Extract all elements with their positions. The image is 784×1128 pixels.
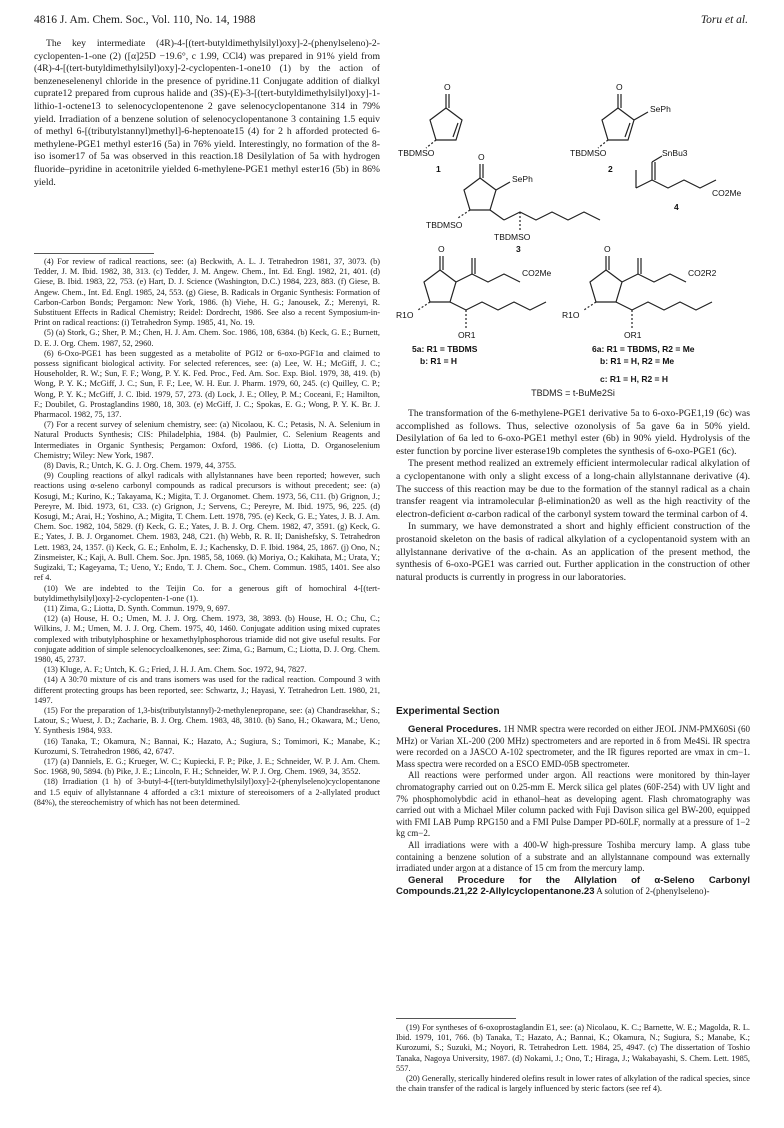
- carbonyl-oxygen: O: [478, 152, 485, 162]
- tbdmso-label: TBDMSO: [570, 148, 607, 158]
- left-body-text: [34, 38, 380, 189]
- or1-label: OR1: [458, 330, 476, 340]
- compound-label-6c: c: R1 = H, R2 = H: [600, 374, 669, 384]
- carbonyl-oxygen: O: [444, 82, 451, 92]
- running-header-left: 4816 J. Am. Chem. Soc., Vol. 110, No. 14, 1988: [34, 14, 256, 26]
- compound-number-2: 2: [608, 164, 613, 174]
- right-footnotes: [396, 1023, 750, 1094]
- footnote: (10) We are indebted to the Teijin Co. for a generous gift of homochiral 4-[(tert-butyldimethylsilyl)oxy]-2-cyclopenten-1-one (1).: [34, 583, 380, 603]
- footnote: (13) Kluge, A. F.; Untch, K. G.; Fried, J. H. J. Am. Chem. Soc. 1972, 94, 7827.: [44, 665, 307, 675]
- structure-2: [598, 94, 648, 148]
- structure-5: [418, 256, 546, 328]
- carbonyl-oxygen: O: [616, 82, 623, 92]
- compound-label-6a: 6a: R1 = TBDMS, R2 = Me: [592, 344, 695, 354]
- tbdms-definition: TBDMS = t-BuMe2Si: [531, 388, 615, 398]
- left-footnotes: [34, 257, 380, 808]
- footnote: (16) Tanaka, T.; Okamura, N.; Bannai, K.; Hazato, A.; Sugiura, S.; Tomimori, K.; Manabe, K.; Kurozumi, S. Tetrahedron 1986, 42, 6747.: [34, 736, 380, 756]
- compound-label-5a: 5a: R1 = TBDMS: [412, 344, 478, 354]
- section-heading: Experimental Section: [396, 706, 500, 717]
- co2me-label: CO2Me: [712, 188, 742, 198]
- paragraph-text: A solution of 2-(phenylseleno)-: [596, 886, 710, 897]
- footnote: (12) (a) House, H. O.; Umen, M. J. J. Org. Chem. 1973, 38, 3893. (b) House, H. O.; Chu, C.; Wilkins, J. M.; Umen, M. J. J. Org. Chem. 1975, 40, 1460. Conjugate addition using mixed cuprates complexed with tributylphosphine or hexamethylphosphorous triamide did not give useful results. For conjugate addition of simple selenocycloalkenones, see: Zima, G.; Barnum, C.; Liotta, D. J. Org. Chem. 1980, 45, 2737.: [34, 614, 380, 664]
- footnote: (17) (a) Danniels, E. G.; Krueger, W. C.; Kupiecki, F. P.; Pike, J. E.; Schneider, W. P. J. Am. Chem. Soc. 1968, 90, 5894. (b) Pike, J. E.; Lincoln, F. H.; Schneider, W. P. J. Org. Chem. 1969, 34, 3552.: [34, 756, 380, 777]
- paragraph: In summary, we have demonstrated a short and highly efficient construction of the prostanoid skeleton on the basis of radical alkylation of a cyclopentanoid system with an allylstannane derivative of the α-chain. As an application of the present method, the synthesis of 6-oxo-PGE1 was carried out. Further application in the construction of other natural products is currently in progress in our laboratories.: [396, 521, 750, 583]
- footnote: (14) A 30:70 mixture of cis and trans isomers was used for the radical reaction. Compound 3 with different protecting groups has been reported, see: Schwartz, J.; Hayasi, Y. Tetrahedron Lett. 1980, 21, 1497.: [34, 675, 380, 705]
- right-body-text: [396, 408, 750, 584]
- structure-4: [636, 156, 716, 188]
- chemical-scheme: [396, 70, 750, 385]
- co2r2-label: CO2R2: [688, 268, 717, 278]
- tbdmso-label: TBDMSO: [398, 148, 435, 158]
- carbonyl-oxygen: O: [604, 244, 611, 254]
- compound-number-4: 4: [674, 202, 679, 212]
- tbdmso-label: TBDMSO: [494, 232, 531, 242]
- footnote: (8) Davis, R.; Untch, K. G. J. Org. Chem. 1979, 44, 3755.: [44, 461, 237, 471]
- carbonyl-oxygen: O: [438, 244, 445, 254]
- structure-6: [584, 256, 712, 328]
- seph-label: SePh: [650, 104, 671, 114]
- compound-label-5b: b: R1 = H: [420, 356, 458, 366]
- footnote: (4) For review of radical reactions, see: (a) Beckwith, A. L. J. Tetrahedron 1981, 37, 3073. (b) Tedder, J. M. Ibid. 1982, 38, 313. (c) Tedder, J. M. Angew. Chem., Int. Ed. Engl. 1982, 21, 401. (d) Giese, B. Ibid. 1983, 22, 753. (e) Hart, D. J. Science (Washington, D.C.) 1984, 223, 883. (f) Giese, B. Angew. Chem., Int. Ed. Engl. 1985, 24, 553. (g) Giese, B. Radicals in Organic Synthesis: Formation of Carbon-Carbon Bonds; Pergamon: New York, 1986. (h) Viehe, H. G.; Janousek, Z.; Merenyi, R. Substituent Effects in Radical Chemistry; Reidel: Dordrecht, 1986. See also a recent Symposium-in-Print on radical reactions: (i) Tetrahedron Symp. 1985, 41, No. 19.: [34, 257, 380, 328]
- seph-label: SePh: [512, 174, 533, 184]
- footnote-rule-left: [34, 253, 154, 254]
- intro-paragraph: The key intermediate (4R)-4-[(tert-butyldimethylsilyl)oxy]-2-(phenylseleno)-2-cyclopenten-1-one (2) ([α]25D −19.6°, c 1.99, CCl4) was prepared in 91% yield from (4R)-4-[(tert-butyldimethylsilyl)oxy]-2-cyclopenten-1-one10 (1) by the action of benzeneselenenyl chloride in the presence of pyridine.11 Conjugate addition of dialkyl cuprate12 prepared from cuprous halide and (3S)-(E)-3-[(tert-butyldimethylsilyl)oxy]-1-lithio-1-octene13 to selenocyclopentenone 2 gave selenocyclopentanone 314 in 79% yield. Irradiation of a benzene solution of selenocyclopentanone 3 containing 1.5 equiv of methyl 6-[(tributylstannyl)methyl]-6-heptenoate15 (4) for 2 h afforded protected 6-methylene-PGE1 methyl ester16 (5a) in 76% yield. Interestingly, no formation of the 8-iso isomer17 of 5a was observed in this reaction.18 Desilylation of 5a with hydrogen fluoride–pyridine in acetonitrile yielded 6-methylene-PGE1 methyl ester16 (5b) in 86% yield.: [34, 38, 380, 188]
- runin-heading: General Procedure for the Allylation of α-Seleno Carbonyl Compounds.21,22 2-Allylcyclopentanone.23: [396, 874, 750, 898]
- paragraph: All reactions were performed under argon. All reactions were monitored by thin-layer chromatography carried out on 0.25-mm E. Merck silica gel plates (60F-254) with UV light and 7% phosphomolybdic acid in ethanol–heat as developing agent. Flash chromatography was carried out with a Michael Miler column packed with Fuji Davison silica gel BW-200, equipped with FMI LAB Pump RPG150 and a FMI Pulse Damper PD-60LF, normally at a pressure of 1−2 kg cm−2.: [396, 770, 750, 839]
- snbu3-label: SnBu3: [662, 148, 688, 158]
- or1-label: OR1: [624, 330, 642, 340]
- compound-number-3: 3: [516, 244, 521, 254]
- footnote: (9) Coupling reactions of alkyl radicals with allylstannanes have been reported; however, such reactions using α-seleno carbonyl compounds as radical precursors is without precedent; see: (a) Kosugi, M.; Kurino, K.; Takayama, K.; Migita, T. J. Organomet. Chem. 1973, 56, C11. (b) Grignon, J.; Pereyre, M. Ibid. 1973, 61, C33. (c) Grignon, J.; Servens, C.; Pereyre, M. Ibid. 1975, 96, 225. (d) Kosugi, M.; Arai, H.; Yoshino, A.; Migita, T. Chem. Lett. 1978, 795. (e) Keck, G. E.; Yates, J. B. J. Am. Chem. Soc. 1982, 104, 5829. (f) Keck, G. E.; Yates, J. B. J. Org. Chem. 1982, 47, 3591. (g) Keck, G. E.; Yates, J. B. J. Organomet. Chem. 1983, 248, C21. (h) Webb, R. R. II; Danishefsky, S. Tetrahedron Lett. 1983, 24, 1357. (i) Keck, G. E.; Enholm, E. J.; Kachensky, D. F. Ibid. 1984, 25, 1867. (j) Ono, N.; Zinsmeister, K.; Kaji, A. Bull. Chem. Soc. Jpn. 1985, 58, 1069. (k) Moriya, O.; Kakihata, M.; Urata, Y.; Sugizaki, T.; Kageyama, T.; Ueno, Y.; Endo, T. J. Chem. Soc., Chem. Commun. 1985, 1401. See also ref 4.: [34, 471, 380, 583]
- footnote: (19) For syntheses of 6-oxoprostaglandin E1, see: (a) Nicolaou, K. C.; Barnette, W. E.; Magolda, R. L. Ibid. 1979, 101, 766. (b) Tanaka, T.; Hazato, A.; Bannai, K.; Okamura, N.; Sugiura, S.; Manabe, K.; Kurozumi, S.; Suzuki, M.; Noyori, R. Tetrahedron Lett. 1984, 25, 4947. (c) The dissertation of Toshio Tanaka, Nagoya University, 1987. (d) Nokami, J.; Ono, T.; Hiraga, J.; Wakabayashi, S. Chem. Lett. 1985, 557.: [396, 1023, 750, 1073]
- r1o-label: R1O: [396, 310, 414, 320]
- co2me-label: CO2Me: [522, 268, 552, 278]
- footnote: (20) Generally, sterically hindered olefins result in lower rates of alkylation of the radical species, since the chain transfer of the radical is largely influenced by steric factors (see ref 4).: [396, 1074, 750, 1094]
- footnote: (6) 6-Oxo-PGE1 has been suggested as a metabolite of PGI2 or 6-oxo-PGF1α and claimed to possess significant biological activity. For selected references, see: (a) Lee, W. H.; McGiff, J. C.; Householder, R. W.; Sun, F. F.; Wong, P. Y. K. Fed. Proc., Fed. Am. Soc. Exp. Biol. 1979, 38, 419. (b) Wong, P. Y. K.; McGiff, J. C.; Sun, F. F.; Lee, W. H. Eur. J. Pharm. 1979, 60, 245. (c) Quilley, C. P.; Wong, P. Y. K.; McGiff, J. C. Ibid. 1979, 57, 273. (d) Lock, J. E.; Olley, P. M.; Coceani, F.; Hamilton, F.; Doubilet, G. Prostaglandins 1980, 18, 303. (e) McGiff, J. C.; Spokas, E. G.; Wong, P. Y. K. Br. J. Pharmacol. 1982, 75, 137.: [34, 348, 380, 420]
- compound-label-6b: b: R1 = H, R2 = Me: [600, 356, 675, 366]
- tbdmso-label: TBDMSO: [426, 220, 463, 230]
- running-header-right: Toru et al.: [700, 14, 748, 26]
- structure-1: [426, 94, 462, 148]
- paragraph-text: 1H NMR spectra were recorded on either JEOL JNM-PMX60Si (60 MHz) or Varian XL-200 (200 MHz) spectrometers and are reported in δ from Me4Si. IR spectra were recorded on a JASCO A-102 spectrometer, and the IR figures reported are νmax in cm−1. Mass spectra were recorded on a ESCO EMD-05B spectrometer.: [396, 724, 750, 769]
- r1o-label: R1O: [562, 310, 580, 320]
- allylation-paragraph: [396, 875, 750, 898]
- runin-heading: General Procedures.: [408, 724, 502, 735]
- general-procedures-paragraph: [396, 724, 750, 770]
- experimental-text: [396, 724, 750, 898]
- paragraph: The present method realized an extremely efficient intermolecular radical alkylation of a cyclopentanone with only a slight excess of a long-chain allylstannane derivative (4). The success of this reaction may be due to the formation of the stannyl radical as a chain transfer reagent via intramolecular β-elimination20 as well as the high reactivity of the electron-deficient α-carbon radical of the carbonyl system toward the terminal carbon of 4.: [396, 458, 750, 520]
- paragraph: The transformation of the 6-methylene-PGE1 derivative 5a to 6-oxo-PGE1,19 (6c) was accomplished as follows. Thus, selective ozonolysis of 5a gave 6a in 50% yield. Desilylation of 6a led to 6-oxo-PGE1 methyl ester (6b) in 90% yield. Hydrolysis of the ester function by porcine liver esterase19b completes the synthesis of 6-oxo-PGE1 (6c).: [396, 408, 750, 457]
- footnote-rule-right: [396, 1018, 516, 1019]
- footnote: (11) Zima, G.; Liotta, D. Synth. Commun. 1979, 9, 697.: [44, 603, 230, 613]
- footnote: (15) For the preparation of 1,3-bis(tributylstannyl)-2-methylenepropane, see: (a) Chandrasekhar, S.; Latour, S.; Wuest, J. D.; Zacharie, B. J. Org. Chem. 1983, 48, 3810. (b) Sano, H.; Okawara, M.; Ueno, Y. Synthesis 1984, 933.: [34, 705, 380, 736]
- footnote: (7) For a recent survey of selenium chemistry, see: (a) Nicolaou, K. C.; Petasis, N. A. Selenium in Natural Products Synthesis; CIS: Philadelphia, 1984. (b) Paulmier, C. Selenium Reagents and Intermediates in Organic Synthesis; Pergamon: Oxford, 1986. (c) Liotta, D. Organoselenium Chemistry; Wiley: New York, 1987.: [34, 420, 380, 460]
- compound-number-1: 1: [436, 164, 441, 174]
- footnote: (18) Irradiation (1 h) of 3-butyl-4-[(tert-butyldimethylsilyl)oxy]-2-(phenylseleno)cyclopentanone and 1.5 equiv of allylstannane 4 afforded a c3:1 mixture of stereoisomers of a 2-allylated product (84%), the stereochemistry of which has not been determined.: [34, 777, 380, 807]
- footnote: (5) (a) Stork, G.; Sher, P. M.; Chen, H. J. Am. Chem. Soc. 1986, 108, 6384. (b) Keck, G. E.; Burnett, D. E. J. Org. Chem. 1987, 52, 2960.: [34, 328, 380, 348]
- paragraph: All irradiations were with a 400-W high-pressure Toshiba mercury lamp. A glass tube containing a benzene solution of a substrate and an allylstannane compound was externally irradiated under argon at a distance of 15 cm from the mercury lamp.: [396, 839, 750, 874]
